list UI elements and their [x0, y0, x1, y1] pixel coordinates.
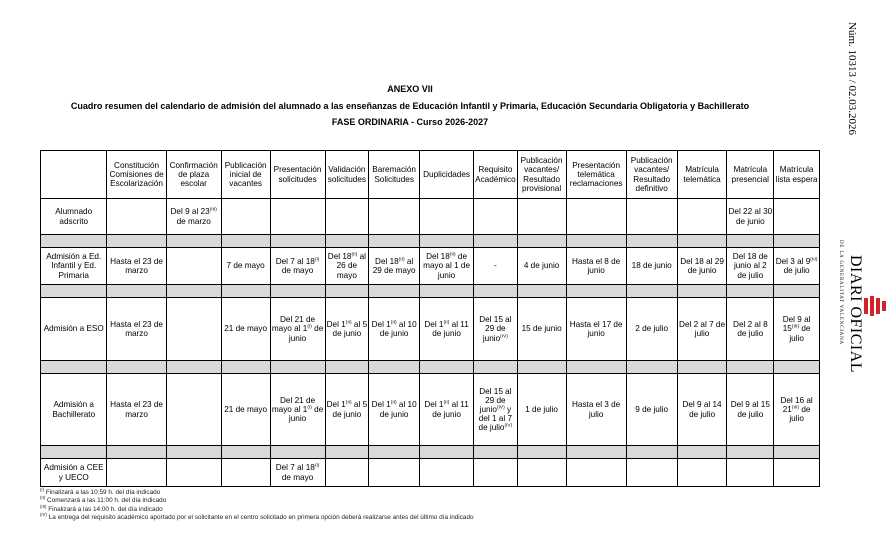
logo-subtitle: DE LA GENERALITAT VALENCIANA [838, 240, 843, 345]
separator-cell [677, 361, 727, 374]
separator-row [41, 361, 820, 374]
separator-cell [420, 285, 474, 298]
admission-calendar-table [40, 150, 820, 487]
separator-cell [221, 285, 270, 298]
table-cell: Del 9 al $23^{(III)}$ de marzo [166, 199, 221, 235]
table-cell: Del 21 de mayo al $1^{(I)}$ de junio [270, 298, 325, 361]
separator-cell [41, 235, 107, 248]
table-row [41, 374, 820, 446]
table-cell [107, 199, 166, 235]
separator-row [41, 235, 820, 248]
footnote-mark: (II) [40, 495, 46, 501]
separator-cell [369, 361, 420, 374]
separator-cell [325, 285, 369, 298]
table-cell: Del $1^{(II)}$ al 5 de junio [325, 298, 369, 361]
footnote [40, 497, 474, 505]
table-cell [517, 199, 566, 235]
separator-cell [221, 361, 270, 374]
separator-cell [626, 446, 677, 459]
table-cell [677, 459, 727, 487]
separator-cell [270, 285, 325, 298]
table-cell: Del $1^{(II)}$ al 5 de junio [325, 374, 369, 446]
separator-cell [474, 446, 518, 459]
separator-cell [727, 285, 774, 298]
table-cell: Del 18 de junio al 2 de julio [727, 248, 774, 285]
separator-cell [270, 446, 325, 459]
table-cell: 15 de junio [517, 298, 566, 361]
separator-cell [41, 361, 107, 374]
table-cell: Del 9 al 15 de julio [727, 374, 774, 446]
table-cell [325, 459, 369, 487]
separator-cell [369, 446, 420, 459]
table-cell [221, 459, 270, 487]
separator-cell [727, 446, 774, 459]
row-label: Alumnado adscrito [41, 199, 107, 235]
separator-cell [420, 235, 474, 248]
table-cell [270, 199, 325, 235]
table-cell: 9 de julio [626, 374, 677, 446]
separator-cell [474, 235, 518, 248]
separator-cell [517, 361, 566, 374]
column-header: Publicación vacantes/ Resultado provisional [517, 151, 566, 199]
table-cell [107, 459, 166, 487]
table-cell: Del $18^{(II)}$ al 26 de mayo [325, 248, 369, 285]
table-cell: Del $1^{(II)}$ al 11 de junio [420, 374, 474, 446]
separator-cell [166, 235, 221, 248]
separator-cell [107, 285, 166, 298]
table-cell: Del 9 al $15^{(III)}$ de julio [774, 298, 820, 361]
table-cell: Hasta el 23 de marzo [107, 248, 166, 285]
table-cell [420, 459, 474, 487]
table-cell: Del 16 al $21^{(III)}$ de julio [774, 374, 820, 446]
row-label: Admisión a ESO [41, 298, 107, 361]
table-cell [774, 459, 820, 487]
footnote-mark: (IV) [40, 511, 47, 517]
phase-title: FASE ORDINARIA - Curso 2026-2027 [331, 117, 489, 127]
column-header: Matrícula lista espera [774, 151, 820, 199]
footnote-text: Finalizará a las 10:59 h. del día indicado [45, 489, 161, 496]
column-header: Presentación telemática reclamaciones [566, 151, 626, 199]
separator-cell [517, 446, 566, 459]
separator-cell [221, 446, 270, 459]
separator-row [41, 285, 820, 298]
separator-cell [677, 235, 727, 248]
table-cell: 7 de mayo [221, 248, 270, 285]
table-cell [166, 374, 221, 446]
separator-cell [774, 361, 820, 374]
table-cell: Hasta el 23 de marzo [107, 298, 166, 361]
separator-cell [107, 361, 166, 374]
table-cell: 4 de junio [517, 248, 566, 285]
separator-cell [727, 235, 774, 248]
table-cell [517, 459, 566, 487]
table-cell [420, 199, 474, 235]
table-cell: Del 7 al $18^{(I)}$ de mayo [270, 459, 325, 487]
gazette-number: Núm. 10313 / 02.03.2026 [846, 22, 858, 136]
column-header: Publicación vacantes/ Resultado definitivo [626, 151, 677, 199]
separator-cell [166, 285, 221, 298]
table-cell [166, 248, 221, 285]
table-cell [474, 459, 518, 487]
column-header: Duplicidades [420, 151, 474, 199]
separator-cell [325, 361, 369, 374]
table-cell [774, 199, 820, 235]
table-cell: Hasta el 3 de julio [566, 374, 626, 446]
column-header: Constitución Comisiones de Escolarización [107, 151, 166, 199]
table-cell: Del 2 al 7 de julio [677, 298, 727, 361]
table-subtitle: Cuadro resumen del calendario de admisión del alumnado a las enseñanzas de Educación Infantil y Primaria, Educación Secundaria Obligatoria y Bachillerato [70, 101, 750, 111]
table-cell [474, 199, 518, 235]
table-cell [727, 459, 774, 487]
separator-cell [41, 446, 107, 459]
table-row [41, 298, 820, 361]
table-row [41, 199, 820, 235]
separator-cell [774, 446, 820, 459]
separator-cell [626, 285, 677, 298]
column-header [41, 151, 107, 199]
footnote-mark: (I) [40, 486, 45, 492]
separator-cell [677, 446, 727, 459]
table-cell [626, 199, 677, 235]
separator-cell [107, 446, 166, 459]
footnote-text: Finalizará a las 14:00 h. del día indicado [48, 505, 163, 513]
gazette-logo-icon [862, 294, 890, 318]
column-header: Confirmación de plaza escolar [166, 151, 221, 199]
separator-cell [626, 361, 677, 374]
row-label: Admisión a Bachillerato [41, 374, 107, 446]
column-header: Matrícula presencial [727, 151, 774, 199]
footnote-mark: (III) [40, 503, 47, 509]
table-cell: Del $1^{(II)}$ al 10 de junio [369, 374, 420, 446]
table-cell: Del $1^{(II)}$ al 11 de junio [420, 298, 474, 361]
separator-cell [369, 285, 420, 298]
separator-cell [166, 446, 221, 459]
table-cell: 21 de mayo [221, 298, 270, 361]
footnote [40, 511, 474, 522]
table-row [41, 248, 820, 285]
column-header: Validación solicitudes [325, 151, 369, 199]
table-cell [369, 459, 420, 487]
table-cell: Del $1^{(II)}$ al 10 de junio [369, 298, 420, 361]
separator-cell [727, 361, 774, 374]
separator-cell [166, 361, 221, 374]
table-cell: 18 de junio [626, 248, 677, 285]
footnotes [40, 486, 474, 522]
table-cell: Del 15 al 29 de junio$^{(IV)}$ y del 1 al 7 de julio$^{(IV)}$ [474, 374, 518, 446]
separator-cell [474, 361, 518, 374]
table-cell: Del 7 al $18^{(I)}$ de mayo [270, 248, 325, 285]
separator-cell [774, 285, 820, 298]
separator-cell [420, 446, 474, 459]
table-cell [221, 199, 270, 235]
table-cell [566, 199, 626, 235]
separator-cell [325, 235, 369, 248]
column-header: Publicación inicial de vacantes [221, 151, 270, 199]
table-cell: Del 9 al 14 de julio [677, 374, 727, 446]
column-header: Matrícula telemática [677, 151, 727, 199]
table-cell: Del 18 al 29 de junio [677, 248, 727, 285]
separator-cell [566, 235, 626, 248]
table-cell [166, 459, 221, 487]
separator-cell [517, 235, 566, 248]
column-header: Requisito Académico [474, 151, 518, 199]
separator-cell [774, 235, 820, 248]
table-cell: Del 15 al 29 de junio$^{(IV)}$ [474, 298, 518, 361]
separator-cell [325, 446, 369, 459]
table-row [41, 459, 820, 487]
separator-cell [566, 446, 626, 459]
footnote [40, 503, 474, 514]
table-cell: Hasta el 8 de junio [566, 248, 626, 285]
separator-cell [566, 285, 626, 298]
table-cell [166, 298, 221, 361]
table-cell: Del 3 al $9^{(III)}$ de julio [774, 248, 820, 285]
row-label: Admisión a Ed. Infantil y Ed. Primaria [41, 248, 107, 285]
column-header: Presentación solicitudes [270, 151, 325, 199]
separator-cell [517, 285, 566, 298]
separator-cell [677, 285, 727, 298]
separator-cell [41, 285, 107, 298]
separator-cell [420, 361, 474, 374]
logo-title: DIARI OFICIAL [847, 255, 864, 374]
table-cell: Hasta el 23 de marzo [107, 374, 166, 446]
table-cell [677, 199, 727, 235]
table-cell: 2 de julio [626, 298, 677, 361]
table-cell [369, 199, 420, 235]
separator-cell [270, 361, 325, 374]
separator-cell [369, 235, 420, 248]
footnote-text: La entrega del requisito académico aportado por el solicitante en el centro solicitado en primera opción deberá realizarse antes del último día indicado [48, 513, 474, 521]
table-cell: Del 22 al 30 de junio [727, 199, 774, 235]
table-cell: Del $18^{(II)}$ de mayo al 1 de junio [420, 248, 474, 285]
separator-cell [270, 235, 325, 248]
table-cell: Del $18^{(II)}$ al 29 de mayo [369, 248, 420, 285]
separator-cell [474, 285, 518, 298]
table-cell [325, 199, 369, 235]
table-cell: 1 de julio [517, 374, 566, 446]
separator-row [41, 446, 820, 459]
separator-cell [221, 235, 270, 248]
column-header: Baremación Solicitudes [369, 151, 420, 199]
table-cell: 21 de mayo [221, 374, 270, 446]
table-cell: Del 21 de mayo al $1^{(I)}$ de junio [270, 374, 325, 446]
table-cell: Hasta el 17 de junio [566, 298, 626, 361]
annex-title: ANEXO VII [387, 84, 433, 94]
table-cell: - [474, 248, 518, 285]
table-cell [626, 459, 677, 487]
separator-cell [566, 361, 626, 374]
separator-cell [107, 235, 166, 248]
table-header-row [41, 151, 820, 199]
row-label: Admisión a CEE y UECO [41, 459, 107, 487]
table-cell [566, 459, 626, 487]
footnote-text: Comenzará a las 11:00 h. del día indicado [47, 497, 167, 505]
table-cell: Del 2 al 8 de julio [727, 298, 774, 361]
separator-cell [626, 235, 677, 248]
